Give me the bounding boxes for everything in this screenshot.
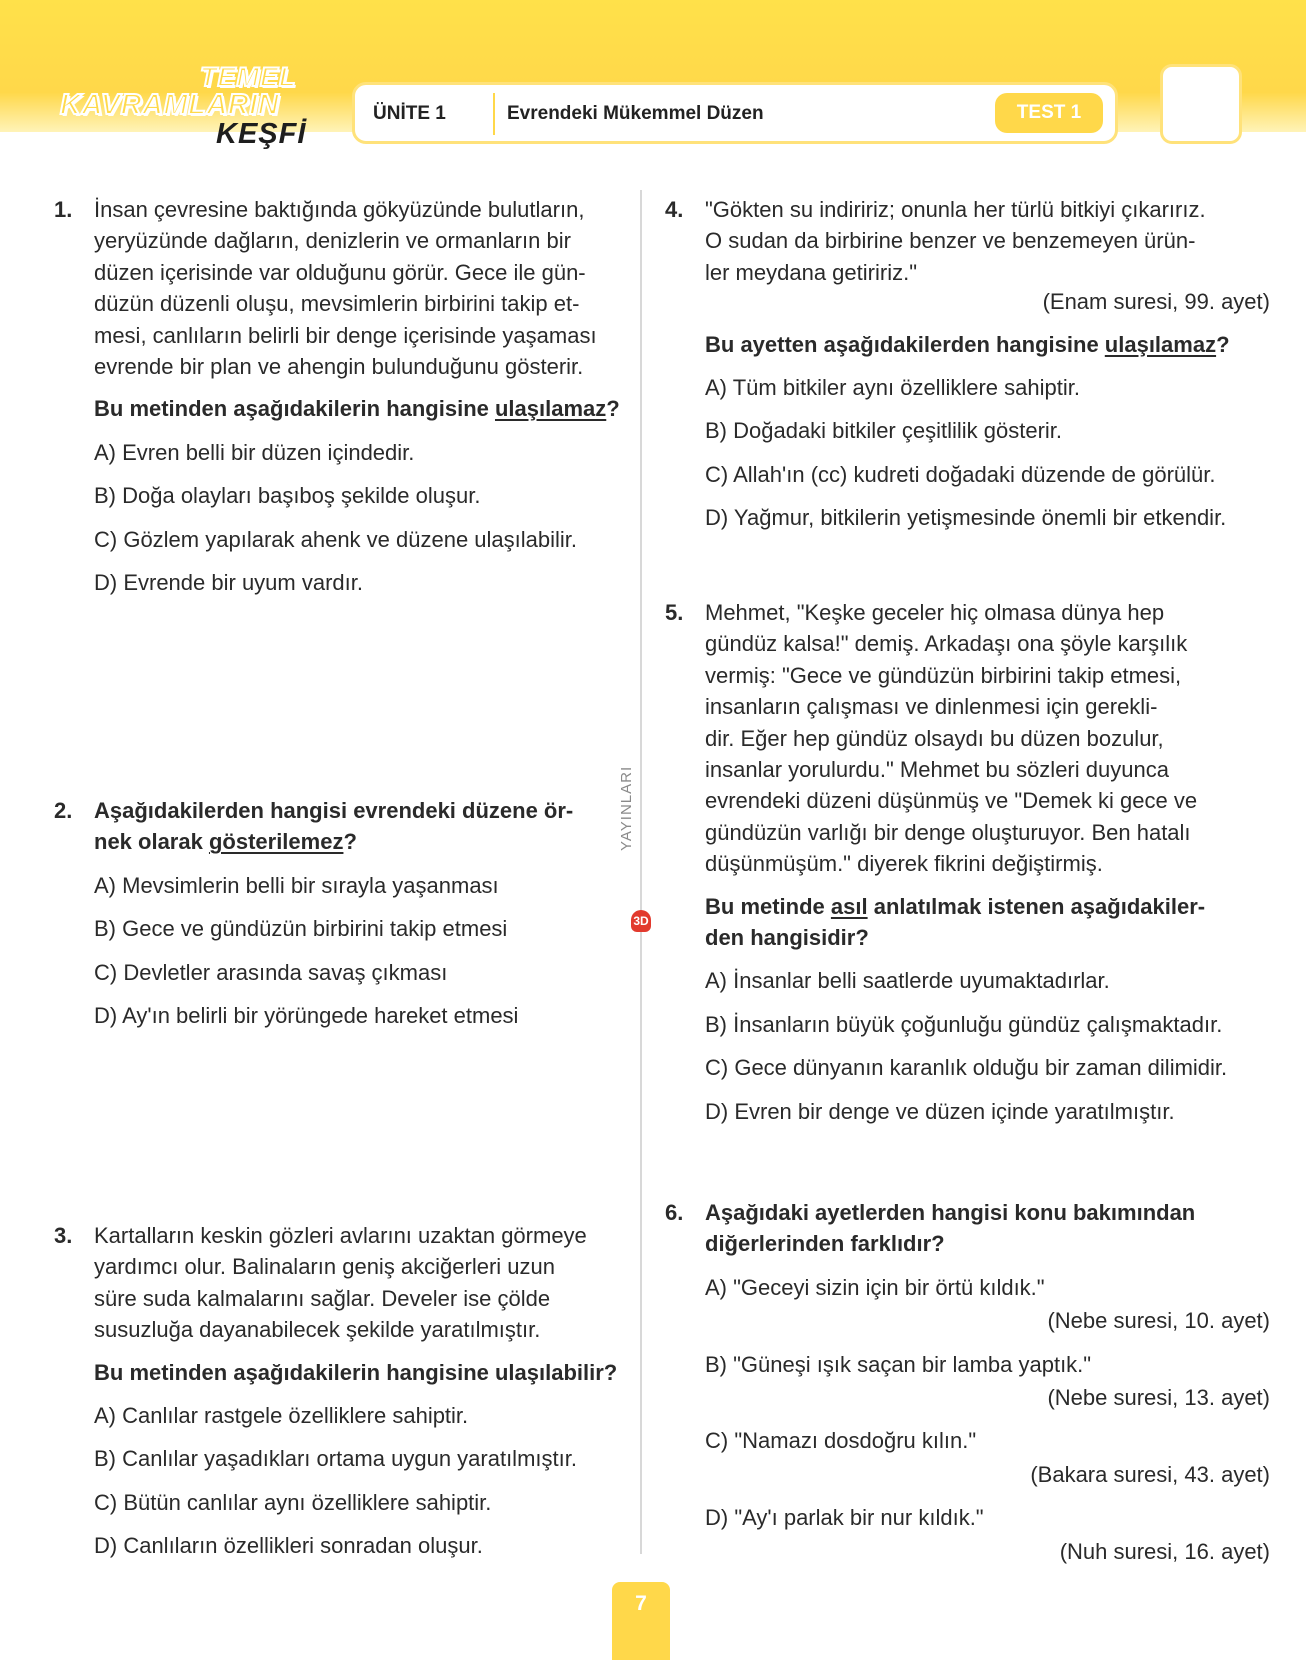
verse-source: (Nebe suresi, 10. ayet) bbox=[1047, 1308, 1270, 1334]
question-stem: nek olarak gösterilemez? bbox=[94, 829, 357, 855]
option-b[interactable]: B) Doğa olayları başıboş şekilde oluşur. bbox=[94, 483, 481, 509]
question-stem: diğerlerinden farklıdır? bbox=[705, 1231, 945, 1257]
publisher-logo-icon: 3D bbox=[631, 910, 651, 932]
option-a[interactable]: A) Evren belli bir düzen içindedir. bbox=[94, 439, 415, 465]
passage-line: yardımcı olur. Balinaların geniş akciğerleri uzun bbox=[94, 1254, 556, 1280]
question-stem: den hangisidir? bbox=[705, 925, 869, 951]
header-divider bbox=[493, 93, 495, 135]
passage-line: süre suda kalmalarını sağlar. Develer ise çölde bbox=[94, 1285, 551, 1311]
series-logo bbox=[60, 62, 320, 150]
option-d[interactable]: D) Canlıların özellikleri sonradan oluşur. bbox=[94, 1533, 483, 1559]
emphasis-word: ulaşılamaz bbox=[1104, 331, 1217, 357]
passage-line: susuzluğa dayanabilecek şekilde yaratılmıştır. bbox=[94, 1317, 541, 1343]
passage-line: insanlar yorulurdu." Mehmet bu sözleri duyunca bbox=[705, 757, 1169, 783]
option-a[interactable]: A) İnsanlar belli saatlerde uyumaktadırlar. bbox=[705, 968, 1110, 994]
passage-line: gündüzün varlığı bir denge oluşturuyor. Ben hatalı bbox=[705, 819, 1191, 845]
option-a[interactable]: A) Tüm bitkiler aynı özelliklere sahiptir. bbox=[705, 375, 1080, 401]
option-a[interactable]: A) "Geceyi sizin için bir örtü kıldık." bbox=[705, 1274, 1045, 1300]
emphasis-word: gösterilemez bbox=[208, 829, 344, 855]
passage-line: gündüz kalsa!" demiş. Arkadaşı ona şöyle karşılık bbox=[705, 631, 1188, 657]
verse-source: (Nebe suresi, 13. ayet) bbox=[1047, 1385, 1270, 1411]
option-b[interactable]: B) Canlılar yaşadıkları ortama uygun yaratılmıştır. bbox=[94, 1446, 577, 1472]
option-a[interactable]: A) Mevsimlerin belli bir sırayla yaşanması bbox=[94, 872, 499, 898]
question-number: 6. bbox=[665, 1200, 684, 1225]
verse-source: (Enam suresi, 99. ayet) bbox=[1042, 289, 1270, 315]
option-c[interactable]: C) Allah'ın (cc) kudreti doğadaki düzende de görülür. bbox=[705, 461, 1216, 487]
option-b[interactable]: B) İnsanların büyük çoğunluğu gündüz çalışmaktadır. bbox=[705, 1011, 1223, 1037]
logo-line-1: TEMEL bbox=[200, 62, 297, 92]
option-c[interactable]: C) "Namazı dosdoğru kılın." bbox=[705, 1428, 977, 1454]
passage-line: insanların çalışması ve dinlenmesi için gerekli- bbox=[705, 694, 1158, 720]
passage-line: İnsan çevresine baktığında gökyüzünde bulutların, bbox=[94, 197, 585, 222]
question-number: 3. bbox=[54, 1223, 73, 1248]
question-number: 4. bbox=[665, 197, 684, 222]
header-bar bbox=[352, 82, 1118, 144]
option-d[interactable]: D) "Ay'ı parlak bir nur kıldık." bbox=[705, 1505, 984, 1531]
question-stem: Aşağıdakilerden hangisi evrendeki düzene ör- bbox=[94, 798, 574, 823]
passage-line: düzen içerisinde var olduğunu görür. Gece ile gün- bbox=[94, 259, 586, 285]
option-d[interactable]: D) Evren bir denge ve düzen içinde yaratılmıştır. bbox=[705, 1098, 1175, 1124]
option-b[interactable]: B) "Güneşi ışık saçan bir lamba yaptık." bbox=[705, 1351, 1092, 1377]
option-c[interactable]: C) Gece dünyanın karanlık olduğu bir zaman dilimidir. bbox=[705, 1055, 1228, 1081]
question-number: 5. bbox=[665, 600, 684, 625]
publisher-text: YAYINLARI bbox=[618, 762, 635, 855]
passage-line: yeryüzünde dağların, denizlerin ve ormanların bir bbox=[94, 228, 571, 254]
question-stem: Bu metinden aşağıdakilerin hangisine ulaşılamaz? bbox=[94, 396, 620, 422]
verse-source: (Bakara suresi, 43. ayet) bbox=[1030, 1461, 1270, 1487]
option-b[interactable]: B) Doğadaki bitkiler çeşitlilik gösterir. bbox=[705, 418, 1063, 444]
verse-line: "Gökten su indiririz; onunla her türlü bitkiyi çıkarırız. bbox=[705, 197, 1206, 222]
passage-line: evrende bir plan ve ahengin bulunduğunu gösterir. bbox=[94, 354, 584, 380]
option-d[interactable]: D) Yağmur, bitkilerin yetişmesinde önemli bir etkendir. bbox=[705, 505, 1227, 531]
option-c[interactable]: C) Devletler arasında savaş çıkması bbox=[94, 959, 448, 985]
test-badge: TEST 1 bbox=[995, 93, 1103, 133]
emphasis-word: ulaşılamaz bbox=[494, 396, 607, 422]
logo-line-2: KAVRAMLARIN bbox=[60, 89, 280, 121]
option-c[interactable]: C) Gözlem yapılarak ahenk ve düzene ulaşılabilir. bbox=[94, 526, 578, 552]
option-d[interactable]: D) Evrende bir uyum vardır. bbox=[94, 570, 363, 596]
verse-line: O sudan da birbirine benzer ve benzemeyen ürün- bbox=[705, 228, 1196, 254]
logo-line-3: KEŞFİ bbox=[216, 118, 307, 150]
passage-line: mesi, canlıların belirli bir denge içerisinde yaşaması bbox=[94, 322, 597, 348]
question-number: 2. bbox=[54, 798, 73, 823]
passage-line: Kartalların keskin gözleri avlarını uzaktan görmeye bbox=[94, 1223, 587, 1248]
passage-line: dir. Eğer hep gündüz olsaydı bu düzen bozulur, bbox=[705, 725, 1164, 751]
option-c[interactable]: C) Bütün canlılar aynı özelliklere sahiptir. bbox=[94, 1489, 492, 1515]
option-b[interactable]: B) Gece ve gündüzün birbirini takip etmesi bbox=[94, 916, 508, 942]
passage-line: Mehmet, "Keşke geceler hiç olmasa dünya hep bbox=[705, 600, 1165, 625]
question-stem: Bu ayetten aşağıdakilerden hangisine ulaşılamaz? bbox=[705, 331, 1230, 357]
option-d[interactable]: D) Ay'ın belirli bir yörüngede hareket etmesi bbox=[94, 1003, 519, 1029]
passage-line: evrendeki düzeni düşünmüş ve "Demek ki gece ve bbox=[705, 788, 1198, 814]
question-stem: Aşağıdaki ayetlerden hangisi konu bakımından bbox=[705, 1200, 1196, 1225]
passage-line: düzün düzenli oluşu, mevsimlerin birbirini takip et- bbox=[94, 291, 580, 317]
question-stem: Bu metinden aşağıdakilerin hangisine ulaşılabilir? bbox=[94, 1359, 618, 1385]
page-number: 7 bbox=[612, 1582, 670, 1660]
passage-line: vermiş: "Gece ve gündüzün birbirini takip etmesi, bbox=[705, 662, 1182, 688]
topic-title: Evrendeki Mükemmel Düzen bbox=[507, 103, 764, 124]
verse-source: (Nuh suresi, 16. ayet) bbox=[1059, 1538, 1270, 1564]
emphasis-word: asıl bbox=[830, 893, 868, 919]
question-number: 1. bbox=[54, 197, 73, 222]
option-a[interactable]: A) Canlılar rastgele özelliklere sahiptir. bbox=[94, 1403, 469, 1429]
question-stem: Bu metinde asıl anlatılmak istenen aşağıdakiler- bbox=[705, 893, 1206, 919]
score-box bbox=[1160, 64, 1242, 144]
unit-label: ÜNİTE 1 bbox=[373, 103, 446, 124]
passage-line: düşünmüşüm." diyerek fikrini değiştirmiş. bbox=[705, 851, 1103, 877]
verse-line: ler meydana getiririz." bbox=[705, 259, 917, 285]
